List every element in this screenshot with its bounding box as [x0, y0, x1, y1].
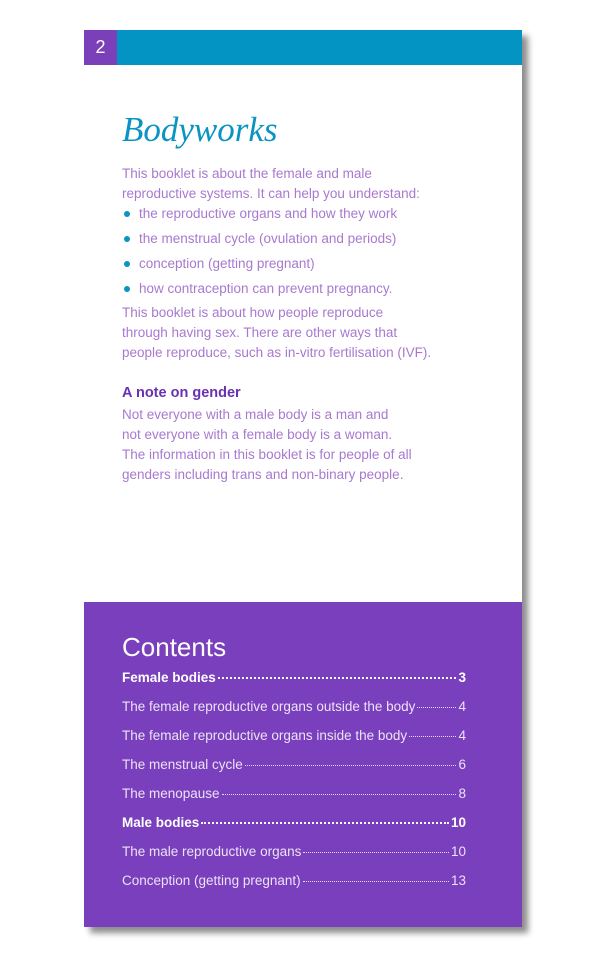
- dot-leader: [303, 852, 449, 853]
- dot-leader: [409, 736, 456, 737]
- toc-entry: The female reproductive organs inside the body 4: [122, 728, 466, 743]
- bullet-list: [122, 204, 502, 304]
- toc-entry: The female reproductive organs outside the body 4: [122, 699, 466, 714]
- toc-entry: Conception (getting pregnant) 13: [122, 873, 466, 888]
- intro-line: reproductive systems. It can help you understand:: [122, 186, 420, 201]
- bullet-icon: [124, 211, 130, 217]
- dot-leader: [222, 794, 457, 795]
- bullet-icon: [124, 236, 130, 242]
- dot-leader: [201, 822, 449, 824]
- toc-entry: Female bodies 3: [122, 670, 466, 685]
- toc-entry: The menstrual cycle 6: [122, 757, 466, 772]
- bullet-item: the menstrual cycle (ovulation and periods): [122, 229, 502, 254]
- intro-line: This booklet is about the female and male: [122, 166, 372, 181]
- bullet-icon: [124, 261, 130, 267]
- dot-leader: [245, 765, 457, 766]
- gender-note-heading: A note on gender: [122, 385, 241, 401]
- bullet-item: how contraception can prevent pregnancy.: [122, 279, 502, 304]
- intro-text: [122, 164, 482, 204]
- bullet-item: conception (getting pregnant): [122, 254, 502, 279]
- contents-panel: [84, 602, 522, 927]
- toc-entry: Male bodies 10: [122, 815, 466, 830]
- bullet-item: the reproductive organs and how they work: [122, 204, 502, 229]
- reproduction-paragraph: This booklet is about how people reproduce through having sex. There are other ways that people reproduce, such as in-vitro fertilisation (IVF).: [122, 305, 432, 360]
- dot-leader: [303, 881, 449, 882]
- contents-list: [122, 670, 466, 902]
- gender-note-body: Not everyone with a male body is a man and not everyone with a female body is a woman. The information in this booklet is for people of all genders including trans and non-binary people.: [122, 407, 412, 482]
- toc-entry: The menopause 8: [122, 786, 466, 801]
- booklet-page: [84, 30, 522, 927]
- dot-leader: [218, 677, 457, 679]
- dot-leader: [417, 707, 456, 708]
- header-bar: [84, 30, 522, 65]
- page-number: 2: [84, 30, 117, 65]
- bullet-icon: [124, 286, 130, 292]
- contents-title: Contents: [122, 632, 227, 662]
- page-title: Bodyworks: [122, 110, 278, 149]
- toc-entry: The male reproductive organs 10: [122, 844, 466, 859]
